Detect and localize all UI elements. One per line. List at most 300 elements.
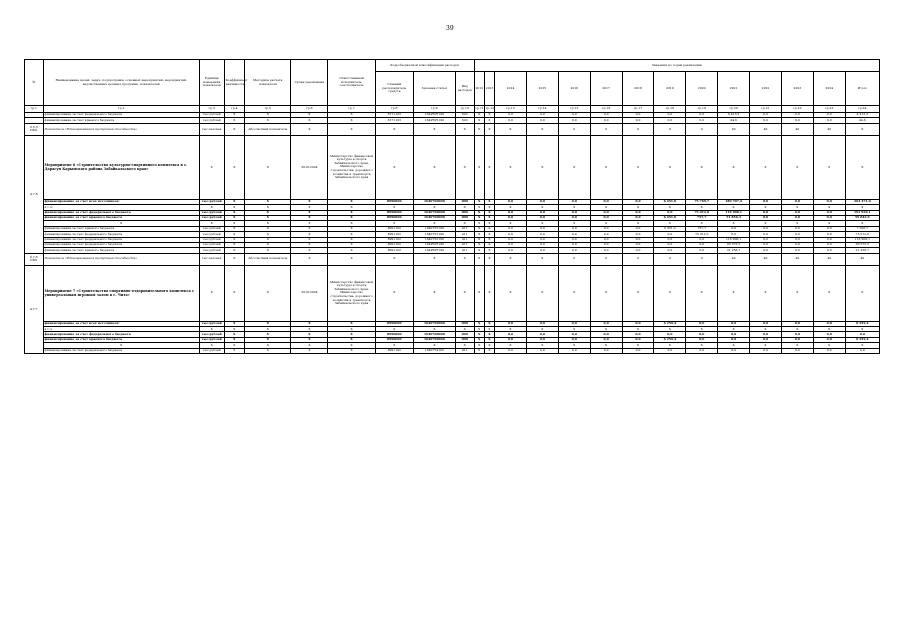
- cell-unit: тыс.человек: [199, 253, 224, 265]
- cell-unit: тыс.рублей: [199, 242, 224, 247]
- cell-value: 0,0: [526, 215, 558, 220]
- cell-value: X: [474, 321, 484, 326]
- row-label: в т.ч.: [43, 205, 199, 210]
- cell-x: X: [558, 205, 590, 210]
- cell-value: 0,0: [526, 226, 558, 231]
- cell-x: X: [590, 265, 622, 321]
- cell-x: X: [291, 123, 328, 135]
- cell-x: X: [781, 205, 813, 210]
- cell-x: X: [224, 232, 245, 237]
- cell-value: 0: [558, 123, 590, 135]
- cell-value: 44,6: [718, 118, 750, 123]
- cell-x: X: [622, 205, 654, 210]
- cell-x: X: [686, 205, 718, 210]
- cell-x: X: [495, 221, 527, 226]
- col-num: гр.18: [654, 106, 686, 113]
- cell-x: X: [328, 123, 375, 135]
- cell-value: 0,0: [590, 237, 622, 242]
- cell-value: 0,0: [750, 337, 782, 342]
- cell-value: 6 259,4: [654, 321, 686, 326]
- cell-x: X: [558, 221, 590, 226]
- cell-value: 0,0: [590, 113, 622, 118]
- cell-x: X: [526, 327, 558, 332]
- cell-value: 0,0: [718, 332, 750, 337]
- cell-value: 4 413,3: [845, 113, 879, 118]
- col-num: гр.20: [718, 106, 750, 113]
- cell-value: X: [484, 226, 494, 231]
- col-num: гр.12: [484, 106, 494, 113]
- cell-x: X: [224, 118, 245, 123]
- cell-x: X: [375, 265, 413, 321]
- cell-x: X: [245, 226, 291, 231]
- cell-x: X: [245, 343, 291, 348]
- col-num: гр.19: [686, 106, 718, 113]
- cell-x: X: [291, 221, 328, 226]
- cell-value: X: [495, 123, 527, 135]
- cell-x: X: [245, 237, 291, 242]
- activity-title: Мероприятие 7 «Строительство спортивно-оздоровительного комплекса с универсальным игровым залом в г. Чита»: [43, 265, 199, 321]
- cell-unit: тыс.человек: [199, 123, 224, 135]
- cell-x: X: [413, 327, 455, 332]
- cell-value: 0,0: [495, 337, 527, 342]
- cell-unit: тыс.рублей: [199, 199, 224, 204]
- cell-x: X: [245, 215, 291, 220]
- cell-value: 4 413,3: [718, 113, 750, 118]
- cell-x: X: [654, 135, 686, 199]
- cell-x: X: [375, 205, 413, 210]
- cell-x: X: [245, 348, 291, 353]
- header-unit: Единица измерения показателя: [199, 60, 224, 106]
- cell-unit: тыс.рублей: [199, 337, 224, 342]
- cell-x: X: [328, 343, 375, 348]
- cell-x: X: [590, 205, 622, 210]
- table-row: [25, 123, 880, 135]
- cell-value: X: [484, 248, 494, 253]
- cell-value: 0,0: [813, 237, 845, 242]
- cell-x: X: [813, 205, 845, 210]
- cell-value: 0,0: [622, 242, 654, 247]
- cell-value: 6 451,0: [654, 215, 686, 220]
- cell-value: 0,0: [590, 199, 622, 204]
- cell-grbs: 8991102: [375, 237, 413, 242]
- cell-value: 0,0: [622, 232, 654, 237]
- cell-value: 0,0: [686, 118, 718, 123]
- cell-value: 0,0: [845, 332, 879, 337]
- cell-value: 0,0: [781, 232, 813, 237]
- cell-value: 0,0: [495, 232, 527, 237]
- cell-x: X: [813, 327, 845, 332]
- header-cs: Целевая статья: [413, 72, 455, 106]
- cell-x: X: [224, 199, 245, 204]
- cell-value: 0,0: [686, 113, 718, 118]
- cell-value: 0,0: [686, 348, 718, 353]
- cell-vr: 620: [455, 113, 474, 118]
- cell-x: X: [526, 265, 558, 321]
- cell-x: X: [291, 321, 328, 326]
- cell-x: X: [224, 215, 245, 220]
- cell-x: X: [484, 221, 494, 226]
- cell-value: 0,0: [622, 332, 654, 337]
- cell-x: X: [413, 221, 455, 226]
- cell-x: X: [224, 221, 245, 226]
- cell-cs: 164P5P5190: [413, 248, 455, 253]
- cell-value: 6 259,4: [654, 337, 686, 342]
- cell-value: 0: [654, 123, 686, 135]
- cell-x: X: [455, 123, 474, 135]
- cell-x: X: [291, 327, 328, 332]
- cell-x: X: [43, 221, 199, 226]
- col-num: гр.9: [413, 106, 455, 113]
- cell-value: 0,0: [750, 118, 782, 123]
- header-year: 2024: [813, 72, 845, 106]
- cell-value: 0,0: [495, 237, 527, 242]
- cell-value: 0,0: [558, 232, 590, 237]
- cell-vr: 000: [455, 210, 474, 215]
- cell-x: X: [199, 221, 224, 226]
- cell-x: X: [328, 205, 375, 210]
- cell-x: X: [474, 205, 484, 210]
- col-num: гр.16: [590, 106, 622, 113]
- cell-x: X: [413, 265, 455, 321]
- cell-value: 0,0: [718, 337, 750, 342]
- cell-cs: 164P5P5190: [413, 113, 455, 118]
- cell-x: X: [686, 221, 718, 226]
- cell-value: 0,0: [526, 232, 558, 237]
- cell-value: 0,0: [526, 321, 558, 326]
- cell-x: X: [686, 343, 718, 348]
- cell-grbs: 8171103: [375, 113, 413, 118]
- cell-value: 0,0: [590, 215, 622, 220]
- header-year: 2012: [474, 72, 484, 106]
- header-year: 2020: [686, 72, 718, 106]
- cell-value: 0,0: [813, 199, 845, 204]
- col-num: гр.3: [199, 106, 224, 113]
- cell-value: 0,0: [845, 348, 879, 353]
- cell-value: 0,0: [718, 321, 750, 326]
- cell-x: X: [750, 221, 782, 226]
- cell-value: 0,0: [813, 232, 845, 237]
- cell-x: X: [750, 327, 782, 332]
- cell-value: 0: [654, 253, 686, 265]
- cell-num: 6.7.6 ПМ1: [25, 253, 44, 265]
- cell-value: 75 012,0: [686, 232, 718, 237]
- cell-value: 0,0: [654, 348, 686, 353]
- cell-x: X: [718, 327, 750, 332]
- cell-value: 0,0: [495, 210, 527, 215]
- cell-cs: 1640754102: [413, 348, 455, 353]
- col-num: гр.14: [526, 106, 558, 113]
- cell-x: X: [558, 135, 590, 199]
- cell-value: 0,0: [590, 232, 622, 237]
- cell-value: 0,0: [781, 348, 813, 353]
- header-resp: Ответственный исполнитель, соисполнитель: [328, 60, 375, 106]
- cell-x: X: [291, 332, 328, 337]
- cell-value: 0,0: [781, 199, 813, 204]
- header-grbs: Главный распорядитель средств: [375, 72, 413, 106]
- cell-vr: 000: [455, 215, 474, 220]
- cell-x: X: [845, 343, 879, 348]
- row-label: финансирование за счет краевого бюджета: [43, 226, 199, 231]
- cell-value: 40: [718, 123, 750, 135]
- cell-value: X: [474, 123, 484, 135]
- cell-x: X: [224, 226, 245, 231]
- cell-value: 0,0: [526, 332, 558, 337]
- row-label: финансирование за счет всех источников:: [43, 199, 199, 204]
- cell-x: X: [224, 337, 245, 342]
- cell-value: 0,0: [750, 210, 782, 215]
- cell-x: X: [291, 248, 328, 253]
- cell-x: X: [224, 343, 245, 348]
- cell-x: X: [199, 135, 224, 199]
- cell-value: 0,0: [750, 215, 782, 220]
- cell-x: X: [375, 135, 413, 199]
- cell-value: 0,0: [558, 215, 590, 220]
- cell-value: 0,0: [813, 226, 845, 231]
- cell-value: 0,0: [781, 337, 813, 342]
- cell-value: 0,0: [813, 118, 845, 123]
- cell-x: X: [245, 135, 291, 199]
- cell-x: X: [291, 253, 328, 265]
- cell-value: 75 769,7: [686, 199, 718, 204]
- cell-value: 0,0: [813, 332, 845, 337]
- cell-cs: 164P5P5190: [413, 242, 455, 247]
- cell-value: 0,0: [622, 321, 654, 326]
- cell-value: 0,0: [558, 210, 590, 215]
- cell-value: 6 451,0: [654, 226, 686, 231]
- cell-value: 0,0: [686, 237, 718, 242]
- cell-x: X: [291, 118, 328, 123]
- cell-cs: 1640752190: [413, 237, 455, 242]
- col-num: гр.21: [750, 106, 782, 113]
- cell-x: X: [813, 135, 845, 199]
- cell-x: X: [558, 265, 590, 321]
- cell-x: X: [558, 327, 590, 332]
- cell-value: 40: [750, 123, 782, 135]
- cell-value: X: [484, 237, 494, 242]
- cell-x: X: [291, 215, 328, 220]
- cell-value: 0,0: [590, 118, 622, 123]
- cell-x: X: [526, 135, 558, 199]
- cell-value: 0,0: [813, 215, 845, 220]
- row-label: финансирование за счет федерального бюджета: [43, 237, 199, 242]
- cell-vr: 411: [455, 237, 474, 242]
- cell-x: X: [474, 343, 484, 348]
- cell-value: 0,0: [654, 210, 686, 215]
- cell-value: 0,0: [526, 242, 558, 247]
- cell-cs: 1640752190: [413, 232, 455, 237]
- cell-x: X: [245, 332, 291, 337]
- cell-x: X: [590, 327, 622, 332]
- cell-x: X: [590, 221, 622, 226]
- header-term: Сроки реализации: [291, 60, 328, 106]
- cell-value: 116 908,1: [718, 210, 750, 215]
- cell-value: 0,0: [813, 337, 845, 342]
- header-total: Итого: [845, 72, 879, 106]
- cell-value: 0,0: [558, 337, 590, 342]
- cell-grbs: 8171103: [375, 118, 413, 123]
- cell-value: 40: [781, 253, 813, 265]
- cell-value: 0: [590, 123, 622, 135]
- cell-x: X: [781, 265, 813, 321]
- cell-value: 0: [558, 253, 590, 265]
- cell-value: 0,0: [750, 237, 782, 242]
- cell-cs: 1640700000: [413, 332, 455, 337]
- cell-x: X: [291, 113, 328, 118]
- table-row: [25, 253, 880, 265]
- cell-value: 263 371,0: [845, 199, 879, 204]
- header-year: 2018: [622, 72, 654, 106]
- cell-value: 0,0: [781, 210, 813, 215]
- cell-x: X: [781, 327, 813, 332]
- cell-value: 0,0: [654, 242, 686, 247]
- cell-x: X: [558, 343, 590, 348]
- cell-cs: 1640700000: [413, 199, 455, 204]
- col-num: гр.22: [781, 106, 813, 113]
- cell-x: X: [750, 343, 782, 348]
- cell-value: X: [484, 118, 494, 123]
- cell-x: X: [375, 221, 413, 226]
- cell-x: X: [199, 205, 224, 210]
- cell-x: X: [455, 221, 474, 226]
- col-num: гр.4: [224, 106, 245, 113]
- cell-x: X: [654, 327, 686, 332]
- cell-x: X: [224, 242, 245, 247]
- cell-x: X: [328, 118, 375, 123]
- column-numbering-row: [25, 106, 880, 113]
- row-label: Показатель «Единовременная пропускная способность»: [43, 253, 199, 265]
- cell-vr: 000: [455, 337, 474, 342]
- cell-x: X: [686, 265, 718, 321]
- cell-value: X: [845, 123, 879, 135]
- cell-value: 0,0: [750, 232, 782, 237]
- cell-value: 0,0: [622, 248, 654, 253]
- cell-value: 6 259,4: [845, 337, 879, 342]
- cell-grbs: 8990000: [375, 199, 413, 204]
- cell-unit: тыс.рублей: [199, 118, 224, 123]
- cell-x: X: [750, 205, 782, 210]
- cell-value: 0,0: [526, 113, 558, 118]
- cell-x: X: [245, 327, 291, 332]
- cell-value: 0,0: [781, 321, 813, 326]
- cell-value: 0,0: [495, 332, 527, 337]
- cell-vr: 411: [455, 226, 474, 231]
- cell-value: 0,0: [526, 210, 558, 215]
- cell-value: X: [474, 199, 484, 204]
- cell-x: X: [413, 135, 455, 199]
- cell-value: 0: [590, 253, 622, 265]
- cell-x: X: [328, 232, 375, 237]
- cell-value: 40: [781, 123, 813, 135]
- cell-value: 0,0: [813, 210, 845, 215]
- cell-x: X: [455, 253, 474, 265]
- cell-unit: тыс.рублей: [199, 226, 224, 231]
- cell-x: X: [199, 343, 224, 348]
- cell-value: 0,0: [495, 226, 527, 231]
- cell-method: Абсолютный показатель: [245, 123, 291, 135]
- cell-x: X: [291, 226, 328, 231]
- col-num: гр.8: [375, 106, 413, 113]
- cell-x: X: [484, 205, 494, 210]
- cell-unit: тыс.рублей: [199, 215, 224, 220]
- cell-value: X: [484, 242, 494, 247]
- cell-value: 60 575,5: [718, 242, 750, 247]
- cell-value: X: [484, 332, 494, 337]
- cell-value: 0,0: [781, 237, 813, 242]
- cell-value: 0,0: [813, 348, 845, 353]
- cell-x: X: [328, 210, 375, 215]
- cell-grbs: 8990000: [375, 210, 413, 215]
- cell-value: 0,0: [590, 332, 622, 337]
- cell-value: 0,0: [718, 226, 750, 231]
- cell-x: X: [224, 327, 245, 332]
- cell-value: 0: [622, 253, 654, 265]
- cell-value: 0,0: [526, 237, 558, 242]
- cell-x: X: [484, 343, 494, 348]
- cell-value: X: [474, 348, 484, 353]
- cell-x: X: [686, 135, 718, 199]
- cell-x: X: [291, 343, 328, 348]
- cell-x: X: [718, 265, 750, 321]
- cell-value: X: [484, 123, 494, 135]
- col-num: гр.23: [813, 106, 845, 113]
- cell-value: X: [484, 321, 494, 326]
- cell-x: X: [245, 248, 291, 253]
- cell-value: X: [484, 337, 494, 342]
- cell-value: 0,0: [526, 348, 558, 353]
- cell-x: X: [455, 327, 474, 332]
- cell-x: X: [224, 113, 245, 118]
- cell-x: X: [245, 337, 291, 342]
- cell-x: X: [526, 343, 558, 348]
- col-num: гр.1: [25, 106, 44, 113]
- cell-value: 0,0: [750, 321, 782, 326]
- cell-x: X: [718, 135, 750, 199]
- cell-value: 6 259,4: [845, 321, 879, 326]
- cell-value: 0,0: [526, 118, 558, 123]
- cell-x: X: [455, 135, 474, 199]
- cell-value: 0,0: [718, 348, 750, 353]
- cell-x: X: [291, 205, 328, 210]
- cell-unit: тыс.рублей: [199, 348, 224, 353]
- cell-value: X: [474, 253, 484, 265]
- cell-value: X: [474, 232, 484, 237]
- cell-value: 0,0: [590, 248, 622, 253]
- col-num: гр.24: [845, 106, 879, 113]
- cell-x: X: [813, 265, 845, 321]
- cell-value: X: [474, 242, 484, 247]
- cell-x: X: [622, 327, 654, 332]
- cell-x: X: [495, 205, 527, 210]
- cell-value: X: [484, 253, 494, 265]
- header-method: Методика расчета показателя: [245, 60, 291, 106]
- header-year: 2022: [750, 72, 782, 106]
- row-label: финансирование за счет краевого бюджета: [43, 215, 199, 220]
- cell-x: X: [328, 253, 375, 265]
- cell-x: X: [224, 253, 245, 265]
- header-coef: Коэффициент значимости: [224, 60, 245, 106]
- cell-x: X: [455, 205, 474, 210]
- cell-value: 757,7: [686, 226, 718, 231]
- cell-value: 0,0: [781, 248, 813, 253]
- cell-value: 0,0: [590, 210, 622, 215]
- cell-value: 0,0: [622, 237, 654, 242]
- cell-num: 4.7.7: [25, 265, 44, 353]
- cell-x: X: [495, 343, 527, 348]
- cell-x: X: [245, 232, 291, 237]
- cell-x: X: [291, 199, 328, 204]
- cell-value: X: [484, 232, 494, 237]
- cell-x: X: [224, 135, 245, 199]
